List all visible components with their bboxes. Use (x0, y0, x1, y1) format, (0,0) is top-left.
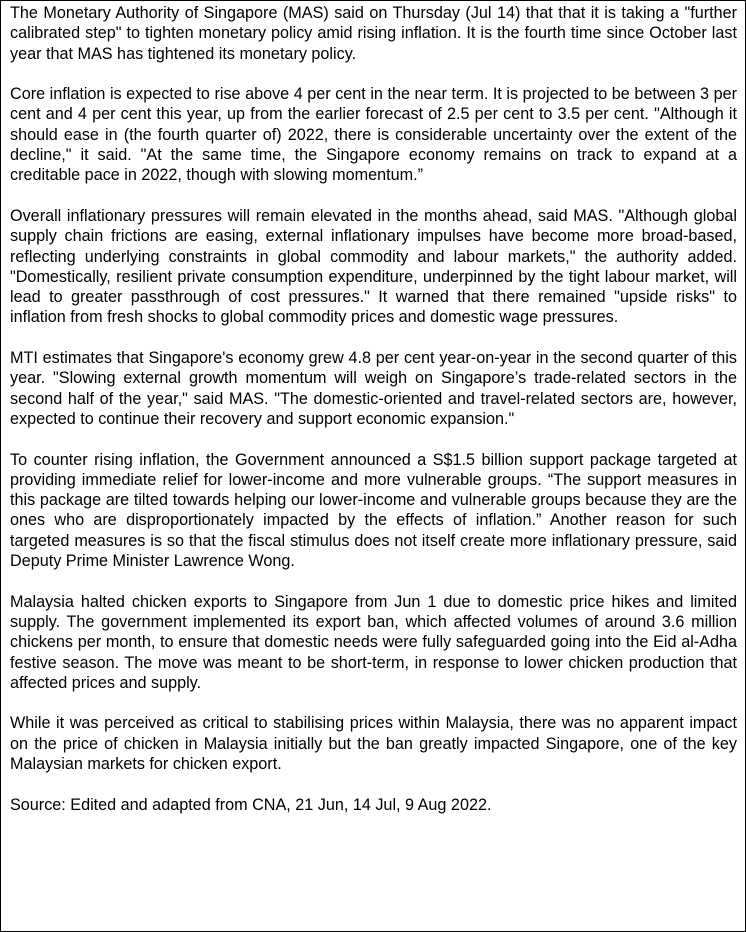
source-citation: Source: Edited and adapted from CNA, 21 Jun, 14 Jul, 9 Aug 2022. (10, 795, 492, 814)
paragraph-inflationary-pressures: Overall inflationary pressures will remain elevated in the months ahead, said MAS. "Although global supply chain frictions are easing, external inflationary impulses have become more broad-based, reflecting underlying constraints in global commodity and labour markets," the authority added. "Domestically, resilient private consumption expenditure, underpinned by the tight labour market, will lead to greater passthrough of cost pressures." It warned that there remained "upside risks" to inflation from fresh shocks to global commodity prices and domestic wage pressures. (10, 206, 737, 327)
paragraph-ban-impact: While it was perceived as critical to stabilising prices within Malaysia, there was no apparent impact on the price of chicken in Malaysia initially but the ban greatly impacted Singapore, one of the key Malaysian markets for chicken export. (10, 714, 737, 773)
paragraph-mas-tightening: The Monetary Authority of Singapore (MAS) said on Thursday (Jul 14) that that it is taking a "further calibrated step" to tighten monetary policy amid rising inflation. It is the fourth time since October last year that MAS has tightened its monetary policy. (10, 4, 737, 63)
paragraph-core-inflation: Core inflation is expected to rise above 4 per cent in the near term. It is projected to be between 3 per cent and 4 per cent this year, up from the earlier forecast of 2.5 per cent to 3.5 per cent. "Although it should ease in (the fourth quarter of) 2022, there is considerable uncertainty over the extent of the decline," it said. "At the same time, the Singapore economy remains on track to expand at a creditable pace in 2022, though with slowing momentum.” (10, 85, 737, 185)
paragraph-mti-estimates: MTI estimates that Singapore's economy grew 4.8 per cent year-on-year in the second quarter of this year. "Slowing external growth momentum will weigh on Singapore’s trade-related sectors in the second half of the year," said MAS. "The domestic-oriented and travel-related sectors are, however, expected to continue their recovery and support economic expansion." (10, 349, 737, 428)
paragraph-chicken-export-ban: Malaysia halted chicken exports to Singapore from Jun 1 due to domestic price hikes and limited supply. The government implemented its export ban, which affected volumes of around 3.6 million chickens per month, to ensure that domestic needs were fully safeguarded going into the Eid al-Adha festive season. The move was meant to be short-term, in response to lower chicken production that affected prices and supply. (10, 592, 737, 692)
paragraph-support-package: To counter rising inflation, the Government announced a S$1.5 billion support package targeted at providing immediate relief for lower-income and more vulnerable groups. “The support measures in this package are tilted towards helping our lower-income and vulnerable groups because they are the ones who are disproportionately impacted by the effects of inflation.” Another reason for such targeted measures is so that the fiscal stimulus does not itself create more inflationary pressure, said Deputy Prime Minister Lawrence Wong. (10, 450, 737, 571)
